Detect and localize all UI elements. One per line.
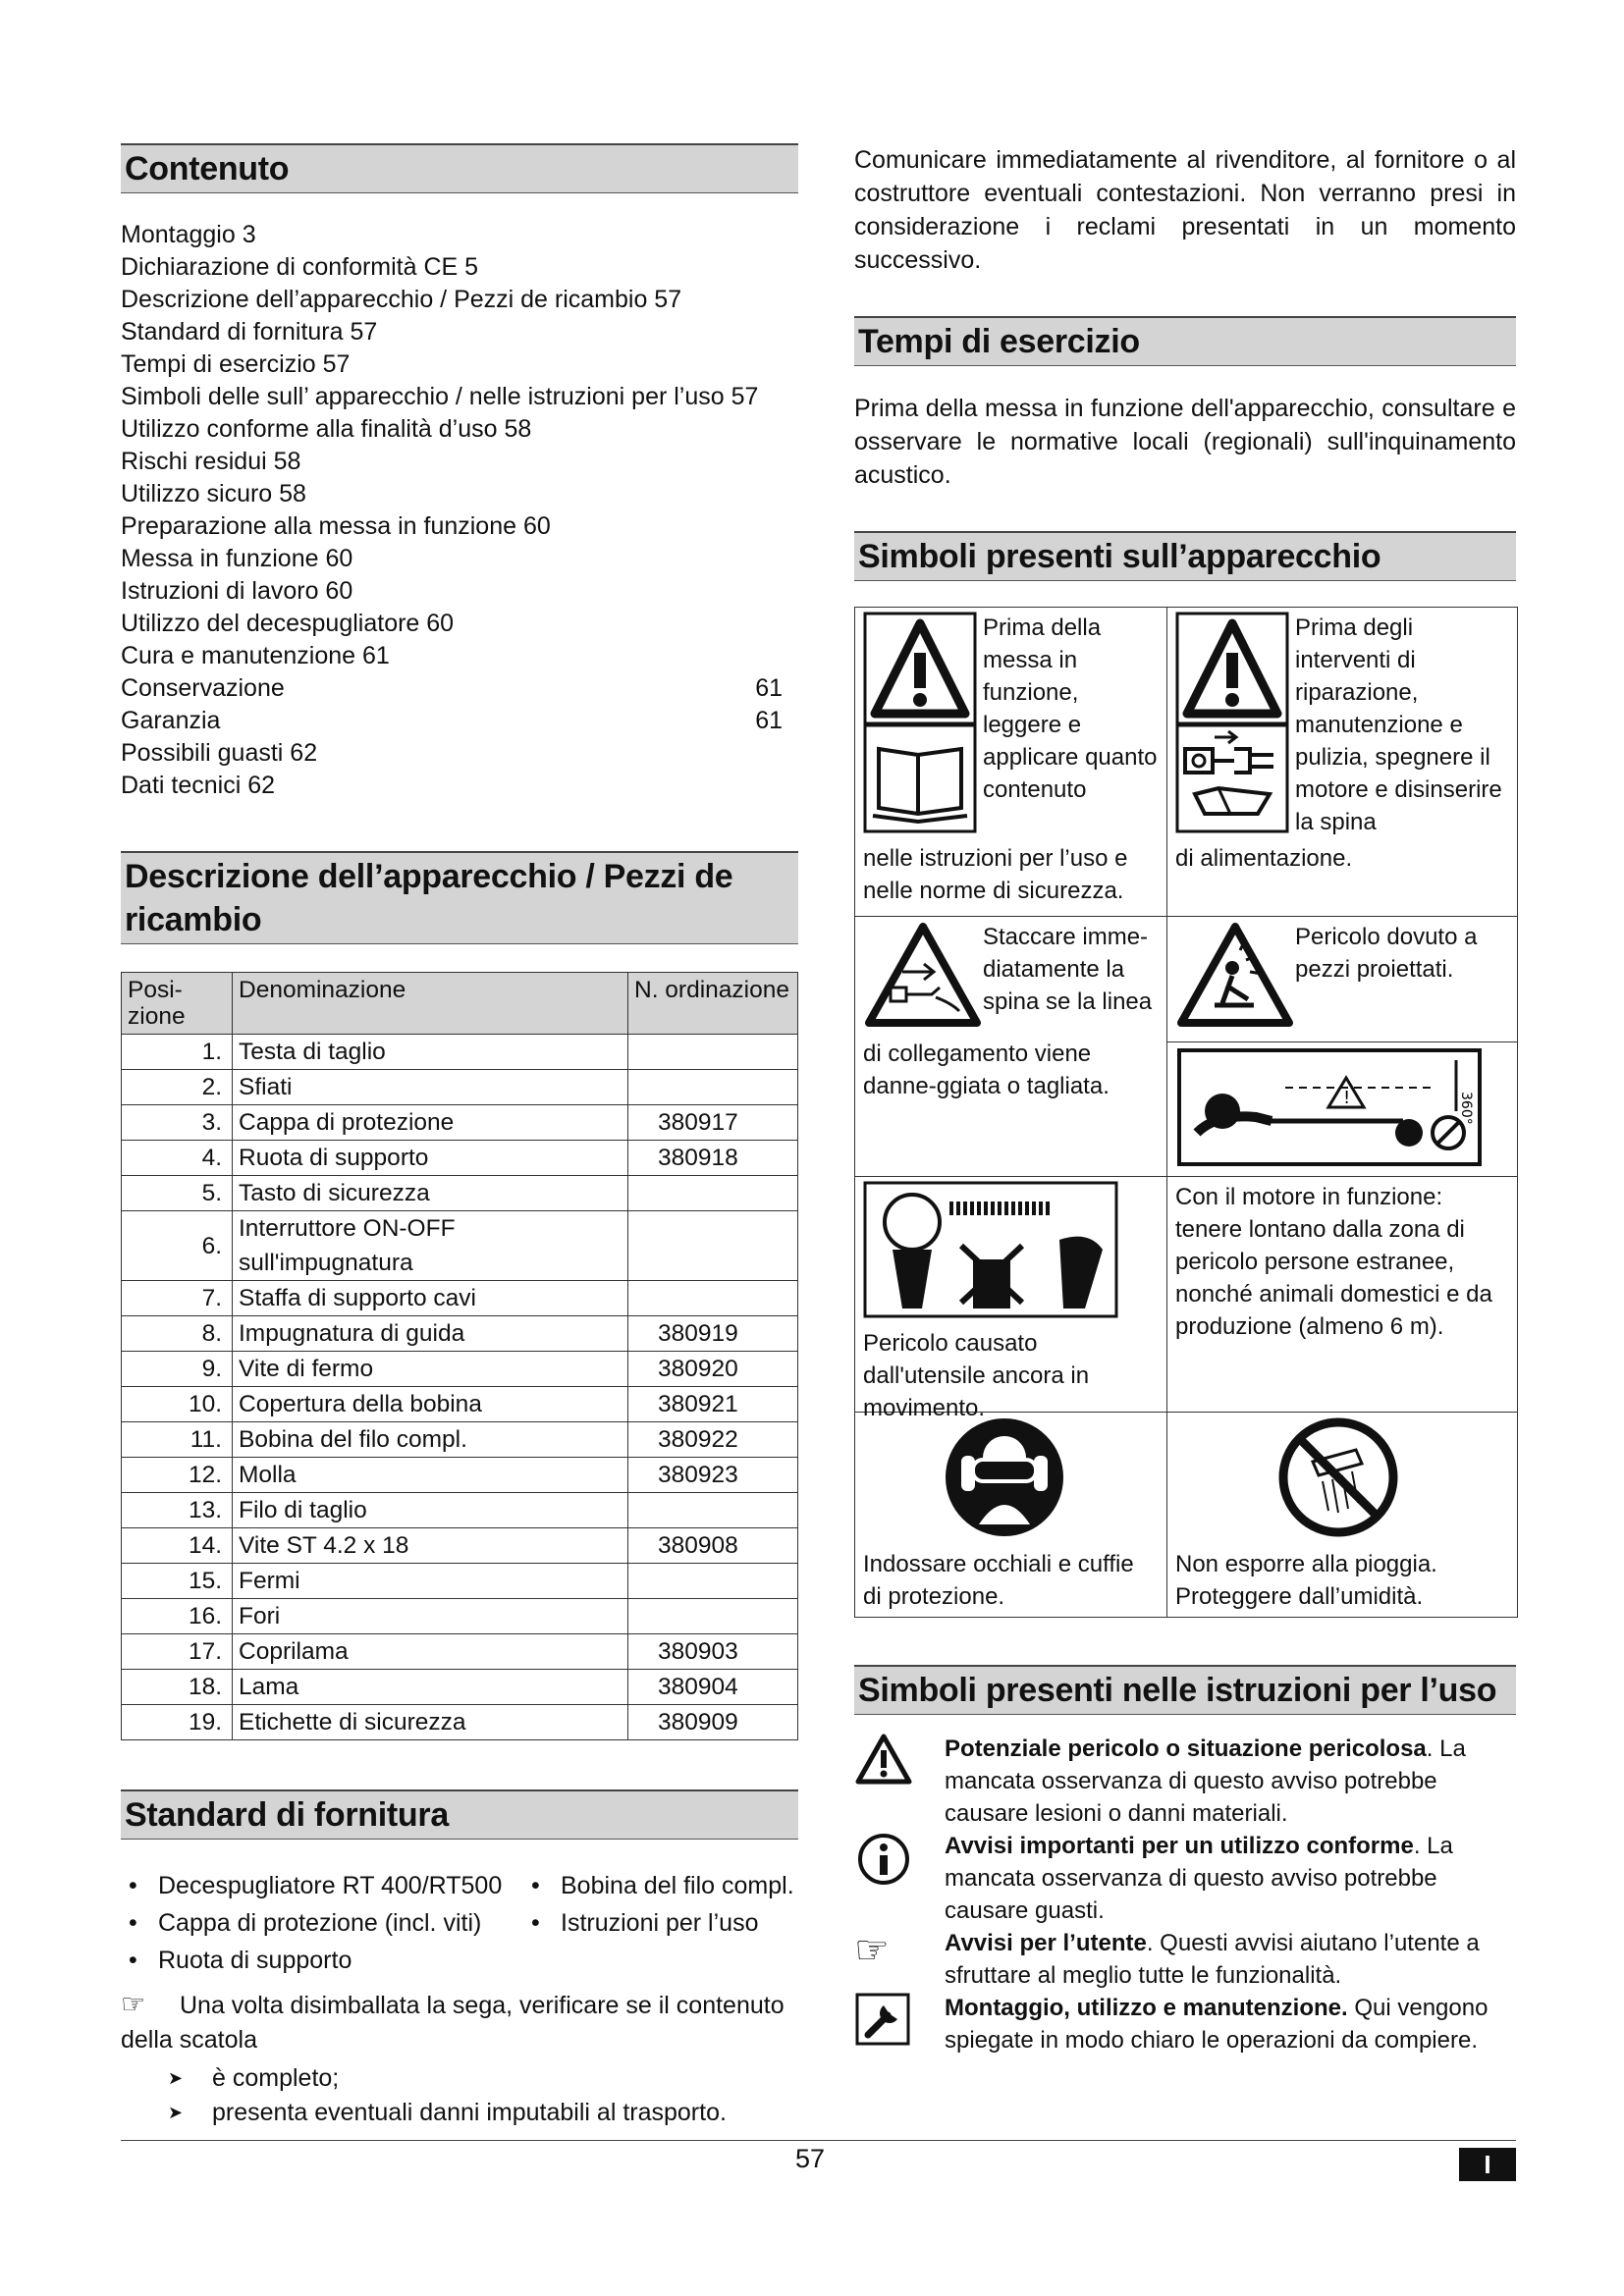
part-order-number: 380903 [628,1634,798,1670]
part-position: 2. [122,1070,233,1105]
svg-text:360°: 360° [1458,1092,1474,1125]
part-name: Lama [233,1670,628,1705]
table-row [122,1670,798,1705]
part-name: Vite ST 4.2 x 18 [233,1528,628,1564]
part-order-number [628,1281,798,1316]
part-order-number: 380920 [628,1352,798,1387]
supply-item: • Decespugliatore RT 400/RT500 [121,1867,523,1904]
unplug-side-text: Prima degli interventi di riparazione, manutenzione e pulizia, spegnere il motore e disinserire la spina [1295,614,1502,835]
toc-entry [121,770,798,802]
part-position: 11. [122,1422,233,1458]
table-row [122,1035,798,1070]
part-order-number: 380918 [628,1141,798,1176]
complaints-paragraph: Comunicare immediatamente al rivenditore, al fornitore o al costruttore eventuali contestazioni. Non verranno presi in considerazione i reclami presentati in un momento successivo. [854,146,1516,274]
part-position: 9. [122,1352,233,1387]
table-row [122,1634,798,1670]
pointing-hand-icon: ☞ [121,1989,146,2019]
part-position: 12. [122,1458,233,1493]
list-item [854,1927,1516,1992]
toc-entry-text: Preparazione alla messa in funzione 60 [121,512,551,540]
table-row [122,1493,798,1528]
symbol-cell-rotating-tool [855,1177,1167,1421]
part-order-number [628,1035,798,1070]
toc-entry [121,316,798,348]
table-row [122,1458,798,1493]
symbol-cell-no-rain [1167,1413,1517,1617]
toc-entry [121,381,798,413]
header-position: Posi-zione [122,973,233,1035]
toc-entry [121,672,798,705]
toc-entry-text: Dichiarazione di conformità CE 5 [121,253,479,281]
toc-entry [121,575,798,608]
part-name: Fori [233,1599,628,1634]
operating-times-text: Prima della messa in funzione dell'apparecchio, consultare e osservare le normative locali (regionali) sull'inquinamento acustico. [854,395,1516,489]
supply-item: • Cappa di protezione (incl. viti) [121,1904,523,1942]
item-title: Potenziale pericolo o situazione pericolosa [945,1735,1427,1762]
symbol-cell-read-manual [855,608,1167,917]
part-order-number: 380917 [628,1105,798,1141]
part-order-number: 380908 [628,1528,798,1564]
toc-entry-text: Descrizione dell’apparecchio / Pezzi de ricambio 57 [121,286,682,313]
damaged-cable-bottom-text: di collegamento viene danne-ggiata o tagliata. [863,1041,1110,1099]
part-name: Fermi [233,1564,628,1599]
toc-entry [121,251,798,284]
damaged-cable-warning-icon [863,921,983,1038]
toc-entry-text: Istruzioni di lavoro 60 [121,577,353,605]
footer-rule [121,2140,1516,2141]
toc-entry-text: Utilizzo del decespugliatore 60 [121,610,455,637]
list-item [854,1830,1516,1927]
part-position: 4. [122,1141,233,1176]
check-item: ➤ è completo; [168,2061,798,2096]
part-position: 7. [122,1281,233,1316]
table-row [122,1528,798,1564]
part-name: Impugnatura di guida [233,1316,628,1352]
part-order-number [628,1176,798,1211]
toc-entry-page: 61 [755,674,783,702]
projected-parts-warning-icon [1175,921,1295,1038]
part-name: Staffa di supporto cavi [233,1281,628,1316]
part-name: Bobina del filo compl. [233,1422,628,1458]
part-name: Sfiati [233,1070,628,1105]
rotating-tool-icon [863,1181,1159,1327]
toc-entry [121,478,798,510]
toc-entry-text: Utilizzo sicuro 58 [121,480,306,507]
right-column [854,143,1516,2056]
toc-entry-text: Possibili guasti 62 [121,739,318,767]
item-text: . La mancata osservanza di questo avviso potrebbe causare lesioni o danni materiali. [945,1735,1466,1827]
part-order-number: 380904 [628,1670,798,1705]
part-order-number: 380921 [628,1387,798,1422]
table-row [122,1141,798,1176]
toc-entry [121,510,798,543]
part-name: Molla [233,1458,628,1493]
part-position: 10. [122,1387,233,1422]
device-symbols-heading: Simboli presenti sull’apparecchio [854,531,1516,581]
toc-entry [121,737,798,770]
toc-entry [121,640,798,672]
toc-entry-page: 61 [755,707,783,734]
part-name: Vite di fermo [233,1352,628,1387]
toc-entry [121,348,798,381]
table-row [122,1422,798,1458]
part-order-number [628,1211,798,1281]
goggles-earmuffs-icon [863,1416,1159,1548]
part-position: 15. [122,1564,233,1599]
part-position: 6. [122,1211,233,1281]
toc-entry [121,705,798,737]
toc-entry [121,446,798,478]
warning-triangle-icon [854,1733,945,1830]
page-number: 57 [795,2144,826,2173]
info-icon [854,1830,945,1927]
toc-entry-text: Tempi di esercizio 57 [121,350,351,378]
toc-entry-text: Cura e manutenzione 61 [121,642,390,669]
table-row [122,1070,798,1105]
toc-entry-text: Messa in funzione 60 [121,545,353,572]
operating-times-heading: Tempi di esercizio [854,316,1516,366]
language-tab: I [1459,2148,1516,2181]
part-position: 17. [122,1634,233,1670]
unplug-bottom-text: di alimentazione. [1175,845,1353,872]
symbol-cell-damaged-cable [855,917,1167,1177]
manual-symbols-list [854,1733,1516,2056]
table-row [122,1281,798,1316]
check-item: ➤ presenta eventuali danni imputabili al trasporto. [168,2096,798,2130]
damaged-cable-side-text: Staccare imme-diatamente la spina se la linea [983,924,1153,1015]
list-item [854,1992,1516,2056]
rotating-tool-text: Pericolo causato dall'utensile ancora in movimento. [863,1330,1090,1421]
contents-heading: Contenuto [121,143,798,193]
pointing-hand-icon: ☞ [854,1929,890,1972]
supply-item: • Bobina del filo compl. [523,1867,794,1904]
toc-entry-text: Rischi residui 58 [121,448,301,475]
symbol-cell-keep-distance [1167,1177,1517,1413]
part-name: Copertura della bobina [233,1387,628,1422]
toc-entry-text: Dati tecnici 62 [121,772,276,799]
list-item [854,1733,1516,1830]
toc-entry [121,543,798,575]
supply-item: • Istruzioni per l’uso [523,1904,794,1942]
table-row [122,1316,798,1352]
device-symbols-grid [854,607,1518,1618]
table-row [122,1176,798,1211]
table-row [122,1352,798,1387]
part-order-number: 380909 [628,1705,798,1740]
wrench-icon [854,1992,945,2056]
part-order-number [628,1599,798,1634]
table-row [122,1211,798,1281]
toc-entry [121,413,798,446]
toc-entry-text: Simboli delle sull’ apparecchio / nelle istruzioni per l’uso 57 [121,383,759,410]
read-manual-side-text: Prima della messa in funzione, leggere e applicare quanto contenuto [983,614,1158,803]
symbol-cell-unplug-maintenance [1167,608,1517,917]
part-order-number [628,1070,798,1105]
warning-and-plug-icon [1175,612,1289,842]
part-position: 3. [122,1105,233,1141]
part-name: Cappa di protezione [233,1105,628,1141]
unpack-note-text: Una volta disimballata la sega, verificare se il contenuto della scatola [121,1992,785,2054]
part-name: Filo di taglio [233,1493,628,1528]
read-manual-bottom-text: nelle istruzioni per l’uso e nelle norme di sicurezza. [863,845,1128,904]
part-position: 13. [122,1493,233,1528]
part-position: 5. [122,1176,233,1211]
part-position: 14. [122,1528,233,1564]
part-order-number: 380919 [628,1316,798,1352]
part-position: 18. [122,1670,233,1705]
table-row [122,1387,798,1422]
parts-table-header [122,973,798,1035]
part-order-number [628,1564,798,1599]
left-column [121,143,798,2130]
supply-heading: Standard di fornitura [121,1789,798,1840]
parts-heading: Descrizione dell’apparecchio / Pezzi de ricambio [121,851,798,944]
item-title: Montaggio, utilizzo e manutenzione. [945,1995,1348,2021]
table-row [122,1564,798,1599]
toc-entry-text: Utilizzo conforme alla finalità d’uso 58 [121,415,532,443]
part-position: 19. [122,1705,233,1740]
supply-item: • Ruota di supporto [121,1942,523,1979]
table-row [122,1599,798,1634]
part-name: Tasto di sicurezza [233,1176,628,1211]
item-text: Qui vengono spiegate in modo chiaro le operazioni da compiere. [945,1995,1489,2054]
part-name: Testa di taglio [233,1035,628,1070]
header-order: N. ordinazione [628,973,798,1035]
table-row [122,1705,798,1740]
part-position: 1. [122,1035,233,1070]
part-name: Ruota di supporto [233,1141,628,1176]
toc-entry [121,608,798,640]
part-order-number: 380923 [628,1458,798,1493]
table-row [122,1105,798,1141]
unpack-note [121,1987,798,2057]
toc-entry-text: Garanzia [121,707,221,734]
projected-parts-text: Pericolo dovuto a pezzi proiettati. [1295,924,1478,983]
no-rain-icon [1175,1416,1509,1548]
keep-distance-text: Con il motore in funzione: tenere lontano dalla zona di pericolo persone estranee, nonché animali domestici e da produzione (almeno 6 m). [1175,1184,1492,1340]
supply-list [121,1867,798,1979]
svg-text:!: ! [1343,1088,1351,1108]
part-order-number [628,1493,798,1528]
toc-entry-text: Standard di fornitura 57 [121,318,378,346]
part-position: 16. [122,1599,233,1634]
protective-gear-text: Indossare occhiali e cuffie di protezione. [863,1551,1134,1610]
parts-table [121,972,798,1740]
item-title: Avvisi per l’utente [945,1930,1147,1956]
item-title: Avvisi importanti per un utilizzo conforme [945,1833,1414,1859]
part-name: Coprilama [233,1634,628,1670]
check-list [121,2061,798,2130]
toc-entry-text: Montaggio 3 [121,221,256,248]
item-text: . La mancata osservanza di questo avviso potrebbe causare guasti. [945,1833,1453,1924]
symbol-cell-protective-gear [855,1413,1167,1617]
part-name: Interruttore ON-OFF sull'impugnatura [233,1211,628,1281]
safety-distance-icon [1167,1042,1517,1181]
symbol-cell-projected-parts [1167,917,1517,1177]
item-text: . Questi avvisi aiutano l’utente a sfruttare al meglio tutte le funzionalità. [945,1930,1480,1989]
part-order-number: 380922 [628,1422,798,1458]
part-position: 8. [122,1316,233,1352]
header-name: Denominazione [233,973,628,1035]
toc-entry [121,219,798,251]
manual-symbols-heading: Simboli presenti nelle istruzioni per l’uso [854,1665,1516,1715]
warning-and-manual-icon [863,612,977,842]
part-name: Etichette di sicurezza [233,1705,628,1740]
toc-entry [121,284,798,316]
toc-entry-text: Conservazione [121,674,285,702]
no-rain-text: Non esporre alla pioggia. Proteggere dall’umidità. [1175,1551,1437,1610]
table-of-contents [121,219,798,802]
